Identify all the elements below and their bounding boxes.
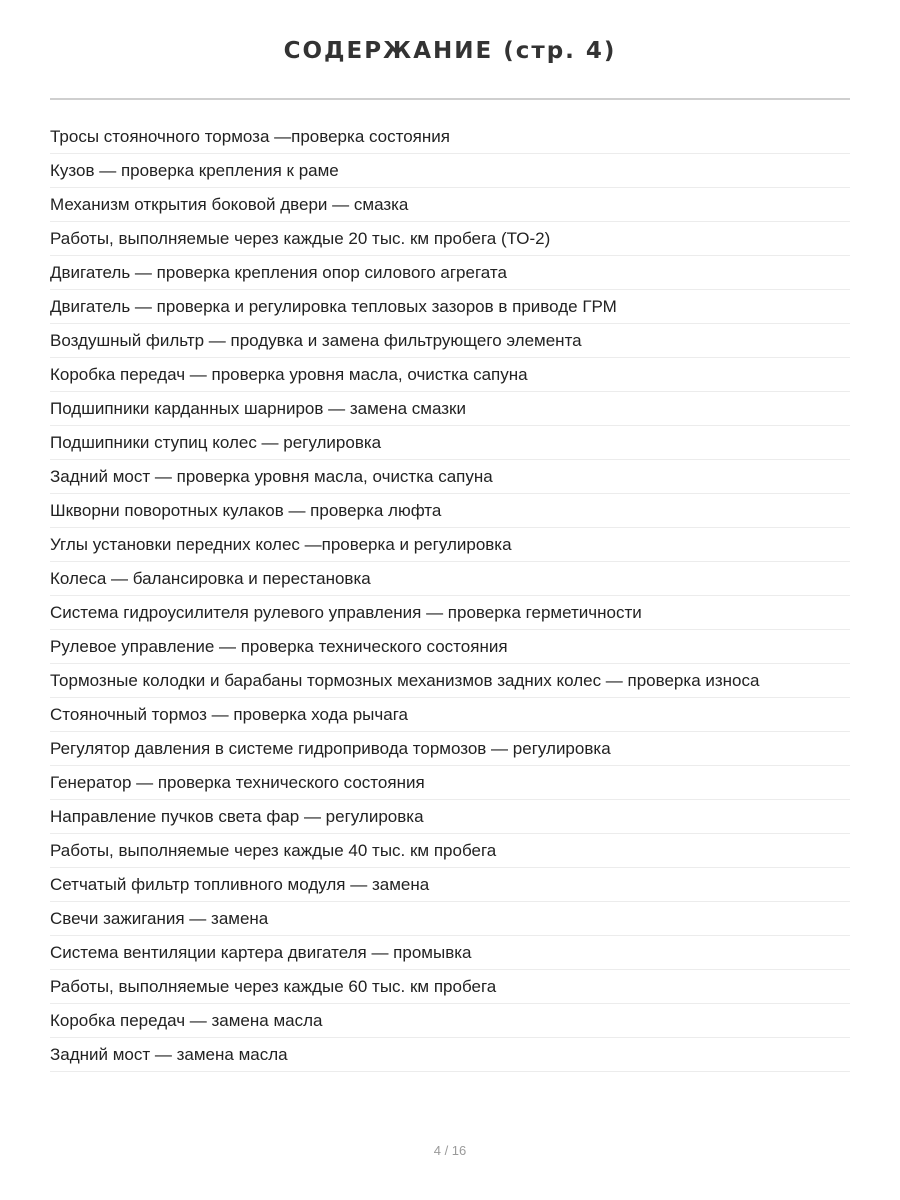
- toc-item[interactable]: Коробка передач — замена масла: [50, 1004, 850, 1038]
- table-of-contents: [50, 120, 850, 1072]
- toc-item[interactable]: Стояночный тормоз — проверка хода рычага: [50, 698, 850, 732]
- toc-item[interactable]: Углы установки передних колес —проверка и регулировка: [50, 528, 850, 562]
- toc-item[interactable]: Задний мост — замена масла: [50, 1038, 850, 1072]
- toc-item[interactable]: Колеса — балансировка и перестановка: [50, 562, 850, 596]
- toc-item[interactable]: Кузов — проверка крепления к раме: [50, 154, 850, 188]
- toc-item[interactable]: Работы, выполняемые через каждые 40 тыс. км пробега: [50, 834, 850, 868]
- title-divider: [50, 98, 850, 100]
- toc-item[interactable]: Система вентиляции картера двигателя — промывка: [50, 936, 850, 970]
- toc-item[interactable]: Механизм открытия боковой двери — смазка: [50, 188, 850, 222]
- toc-item[interactable]: Подшипники карданных шарниров — замена смазки: [50, 392, 850, 426]
- toc-item[interactable]: Генератор — проверка технического состояния: [50, 766, 850, 800]
- toc-item[interactable]: Тросы стояночного тормоза —проверка состояния: [50, 120, 850, 154]
- toc-item[interactable]: Воздушный фильтр — продувка и замена фильтрующего элемента: [50, 324, 850, 358]
- toc-item[interactable]: Шкворни поворотных кулаков — проверка люфта: [50, 494, 850, 528]
- toc-item[interactable]: Коробка передач — проверка уровня масла, очистка сапуна: [50, 358, 850, 392]
- toc-item[interactable]: Двигатель — проверка и регулировка тепловых зазоров в приводе ГРМ: [50, 290, 850, 324]
- toc-item[interactable]: Подшипники ступиц колес — регулировка: [50, 426, 850, 460]
- toc-item[interactable]: Регулятор давления в системе гидропривода тормозов — регулировка: [50, 732, 850, 766]
- toc-item[interactable]: Задний мост — проверка уровня масла, очистка сапуна: [50, 460, 850, 494]
- toc-item[interactable]: Работы, выполняемые через каждые 60 тыс. км пробега: [50, 970, 850, 1004]
- toc-item[interactable]: Работы, выполняемые через каждые 20 тыс. км пробега (ТО-2): [50, 222, 850, 256]
- toc-item[interactable]: Сетчатый фильтр топливного модуля — замена: [50, 868, 850, 902]
- toc-item[interactable]: Свечи зажигания — замена: [50, 902, 850, 936]
- toc-item[interactable]: Двигатель — проверка крепления опор силового агрегата: [50, 256, 850, 290]
- toc-item[interactable]: Система гидроусилителя рулевого управления — проверка герметичности: [50, 596, 850, 630]
- toc-item[interactable]: Рулевое управление — проверка технического состояния: [50, 630, 850, 664]
- page-title: СОДЕРЖАНИЕ (стр. 4): [283, 38, 617, 64]
- toc-item[interactable]: Тормозные колодки и барабаны тормозных механизмов задних колес — проверка износа: [50, 664, 850, 698]
- toc-item[interactable]: Направление пучков света фар — регулировка: [50, 800, 850, 834]
- page-indicator: 4 / 16: [433, 1143, 467, 1158]
